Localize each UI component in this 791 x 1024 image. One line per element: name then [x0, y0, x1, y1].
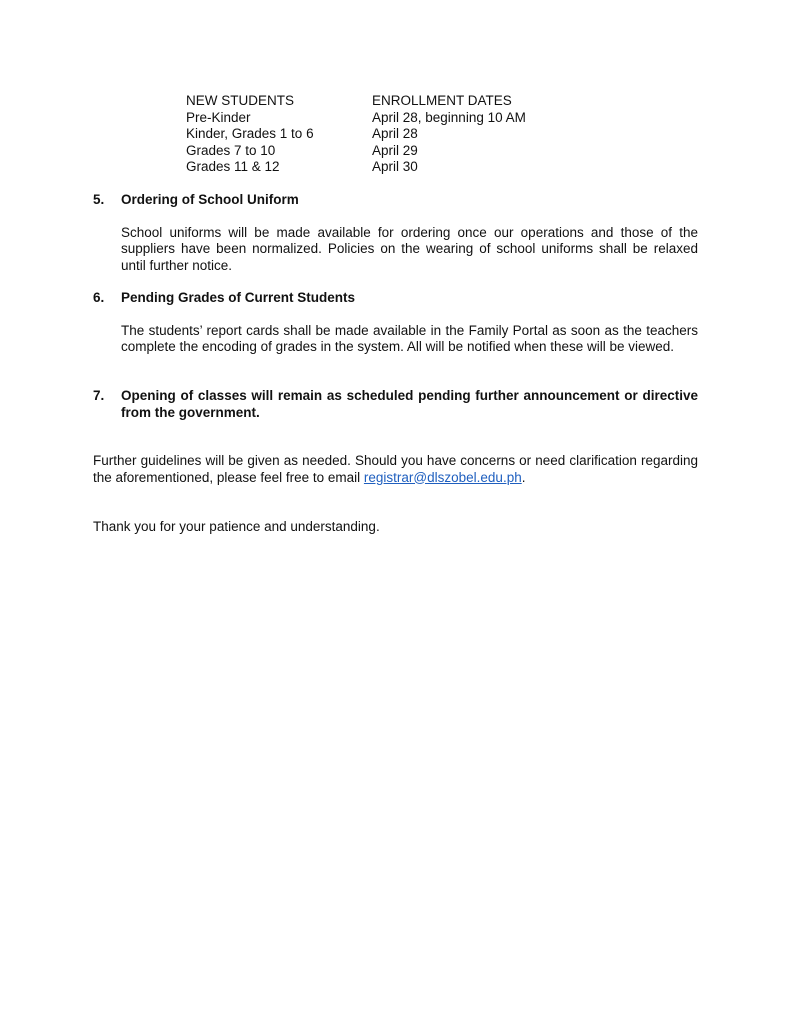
table-row: [186, 143, 526, 160]
section-heading: Pending Grades of Current Students: [121, 290, 356, 305]
thank-you-line: Thank you for your patience and understanding.: [93, 519, 380, 534]
column-header-new-students: NEW STUDENTS: [186, 93, 294, 108]
enrollment-schedule-table: [186, 93, 526, 176]
section-number: 6.: [93, 290, 105, 305]
table-row: [186, 159, 526, 176]
closing-text-end: .: [521, 469, 526, 485]
section-uniform-ordering: [93, 192, 698, 274]
grade-level-cell: Grades 11 & 12: [186, 159, 280, 174]
grade-level-cell: Grades 7 to 10: [186, 142, 276, 158]
section-pending-grades: [93, 290, 698, 356]
enrollment-date-cell: April 28, beginning 10 AM: [372, 109, 526, 125]
closing-text: Further guidelines will be given as needed. Should you have concerns or need clarification regarding the aforementioned, please feel free to email: [93, 453, 698, 485]
table-row: [186, 110, 526, 127]
enrollment-date-cell: April 30: [372, 159, 418, 174]
section-number: 5.: [93, 192, 105, 207]
grade-level-cell: Pre-Kinder: [186, 109, 251, 125]
section-heading: Ordering of School Uniform: [121, 192, 299, 207]
registrar-email-link[interactable]: registrar@dlszobel.edu.ph: [363, 469, 522, 485]
enrollment-date-cell: April 29: [372, 142, 418, 158]
section-body: School uniforms will be made available for ordering once our operations and those of the suppliers have been normalized. Policies on the wearing of school uniforms shall be relaxed until further notice.: [121, 224, 698, 273]
section-heading: Opening of classes will remain as scheduled pending further announcement or directive from the government.: [121, 388, 698, 420]
section-number: 7.: [93, 388, 105, 403]
section-body: The students’ report cards shall be made available in the Family Portal as soon as the teachers complete the encoding of grades in the system. All will be notified when these will be viewed.: [121, 322, 698, 354]
closing-paragraph: [93, 453, 698, 486]
section-opening-of-classes: [93, 388, 698, 421]
table-row: [186, 126, 526, 143]
enrollment-date-cell: April 28: [372, 126, 418, 141]
table-header-row: [186, 93, 526, 110]
column-header-enrollment-dates: ENROLLMENT DATES: [372, 93, 512, 108]
grade-level-cell: Kinder, Grades 1 to 6: [186, 126, 314, 141]
